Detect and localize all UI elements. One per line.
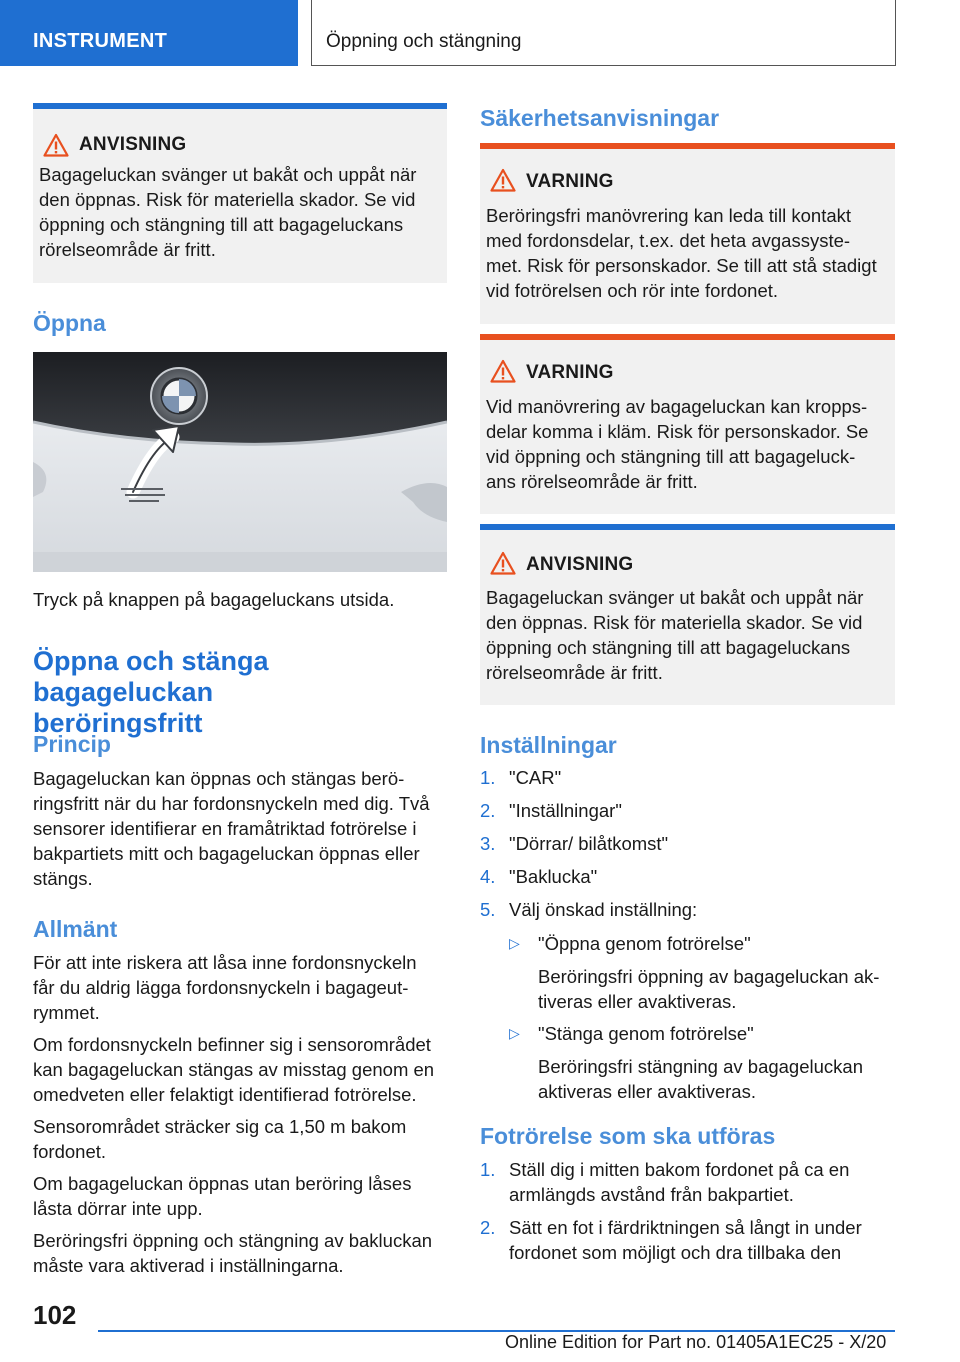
warning-box-2 xyxy=(480,334,895,514)
option-item xyxy=(509,931,895,1014)
warning-title: VARNING xyxy=(526,171,614,192)
text-line: stängs. xyxy=(33,868,93,889)
main-heading xyxy=(33,646,447,739)
notice-bar xyxy=(33,103,447,109)
option-desc: tiveras eller avaktiveras. xyxy=(538,991,737,1012)
text-line: Sensorområdet sträcker sig ca 1,50 m bakom xyxy=(33,1116,407,1137)
text-line: sensorer identifierar en framåtriktad fotrörelse i xyxy=(33,818,417,839)
list-item xyxy=(480,765,895,790)
step-text: Välj önskad inställning: xyxy=(509,899,698,920)
step-text: Sätt en fot i färdriktningen så långt in under xyxy=(509,1217,862,1238)
warning-line: Vid manövrering av bagageluckan kan kropps‐ xyxy=(486,396,868,417)
text-line: rymmet. xyxy=(33,1002,100,1023)
settings-heading: Inställningar xyxy=(480,732,617,758)
notice-line: den öppnas. Risk för materiella skador. Se vid xyxy=(39,189,416,210)
warning-title: VARNING xyxy=(526,362,614,383)
list-item xyxy=(480,831,895,856)
notice-line: öppning och stängning till att bagageluckans xyxy=(486,637,851,658)
text-line: För att inte riskera att låsa inne fordonsnyckeln xyxy=(33,952,417,973)
option-item xyxy=(509,1021,895,1104)
text-line: Bagageluckan kan öppnas och stängas berö‐ xyxy=(33,768,405,789)
step-number: 3. xyxy=(480,833,496,854)
warning-box-1 xyxy=(480,143,895,324)
general-text xyxy=(33,950,434,1278)
list-item xyxy=(480,798,895,823)
page-header xyxy=(0,0,960,66)
tailgate-button-photo xyxy=(33,352,447,572)
step-number: 1. xyxy=(480,1159,496,1180)
text-line: Beröringsfri öppning och stängning av bakluckan xyxy=(33,1230,433,1251)
text-line: låsta dörrar inte upp. xyxy=(33,1198,203,1219)
option-desc: Beröringsfri öppning av bagageluckan ak‐ xyxy=(538,966,880,987)
notice-line: rörelseområde är fritt. xyxy=(486,662,663,683)
main-heading-line: Öppna och stänga bagageluckan xyxy=(33,646,269,707)
warning-triangle-icon xyxy=(490,168,516,192)
warning-bar xyxy=(480,334,895,340)
step-text: "Baklucka" xyxy=(509,866,598,887)
text-line: omedveten eller felaktigt identifierad fotrörelse. xyxy=(33,1084,417,1105)
photo-caption: Tryck på knappen på bagageluckans utsida. xyxy=(33,589,395,610)
step-text: "CAR" xyxy=(509,767,562,788)
notice-title: ANVISNING xyxy=(79,134,187,155)
notice-box-right xyxy=(480,524,895,705)
principle-heading: Princip xyxy=(33,731,111,757)
text-line: måste vara aktiverad i inställningarna. xyxy=(33,1255,344,1276)
warning-line: vid öppning och stängning till att bagageluck‐ xyxy=(486,446,856,467)
notice-box-left xyxy=(33,103,447,283)
section-tab xyxy=(0,0,298,66)
option-label: "Stänga genom fotrörelse" xyxy=(538,1023,754,1044)
list-item xyxy=(480,1215,895,1265)
step-number: 1. xyxy=(480,767,496,788)
step-text: "Dörrar/ bilåtkomst" xyxy=(509,833,669,854)
warning-line: met. Risk för personskador. Se till att stå stadigt xyxy=(486,255,877,276)
notice-line: rörelseområde är fritt. xyxy=(39,239,216,260)
list-item xyxy=(480,897,895,1104)
warning-line: vid fotrörelsen och rör inte fordonet. xyxy=(486,280,779,301)
notice-line: Bagageluckan svänger ut bakåt och uppåt när xyxy=(39,164,417,185)
warning-line: med fordonsdelar, t.ex. det heta avgassyste‐ xyxy=(486,230,851,251)
step-number: 5. xyxy=(480,899,496,920)
section-title: INSTRUMENT xyxy=(33,30,168,52)
warning-line: ans rörelseområde är fritt. xyxy=(486,471,698,492)
warning-line: delar komma i kläm. Risk för personskador. Se xyxy=(486,421,869,442)
notice-line: Bagageluckan svänger ut bakåt och uppåt när xyxy=(486,587,864,608)
notice-body xyxy=(39,162,441,262)
warning-body xyxy=(486,203,889,303)
settings-steps xyxy=(480,765,895,1104)
option-desc: aktiveras eller avaktiveras. xyxy=(538,1081,756,1102)
general-heading: Allmänt xyxy=(33,916,118,942)
safety-heading: Säkerhetsanvisningar xyxy=(480,105,720,131)
text-line: kan bagageluckan stängas av misstag genom en xyxy=(33,1059,435,1080)
step-number: 4. xyxy=(480,866,496,887)
edition-text: Online Edition for Part no. 01405A1EC25 - X/20 xyxy=(505,1332,887,1352)
text-line: får du aldrig lägga fordonsnyckeln i bagageut‐ xyxy=(33,977,409,998)
page-number: 102 xyxy=(33,1300,77,1330)
step-text: "Inställningar" xyxy=(509,800,622,821)
step-text: Ställ dig i mitten bakom fordonet på ca en xyxy=(509,1159,850,1180)
notice-line: öppning och stängning till att bagageluckans xyxy=(39,214,404,235)
principle-text xyxy=(33,766,430,891)
list-item xyxy=(480,1157,895,1207)
notice-title: ANVISNING xyxy=(526,554,634,575)
warning-body xyxy=(486,394,889,494)
triangle-right-icon: ▷ xyxy=(509,1025,520,1041)
main-heading-line: beröringsfritt xyxy=(33,708,203,738)
step-number: 2. xyxy=(480,800,496,821)
step-text: armlängds avstånd från bakpartiet. xyxy=(509,1184,794,1205)
text-line: Om fordonsnyckeln befinner sig i sensorområdet xyxy=(33,1034,431,1055)
warning-triangle-icon xyxy=(490,551,516,575)
warning-bar xyxy=(480,143,895,149)
list-item xyxy=(480,864,895,889)
chapter-title: Öppning och stängning xyxy=(326,31,522,52)
foot-movement-heading: Fotrörelse som ska utföras xyxy=(480,1123,776,1149)
notice-bar xyxy=(480,524,895,530)
warning-triangle-icon xyxy=(490,359,516,383)
foot-steps xyxy=(480,1157,895,1265)
notice-body xyxy=(486,585,889,685)
text-line: fordonet. xyxy=(33,1141,107,1162)
open-heading: Öppna xyxy=(33,310,106,336)
text-line: bakpartiets mitt och bagageluckan öppnas eller xyxy=(33,843,420,864)
step-text: fordonet som möjligt och dra tillbaka den xyxy=(509,1242,842,1263)
warning-triangle-icon xyxy=(43,133,69,157)
warning-line: Beröringsfri manövrering kan leda till kontakt xyxy=(486,205,852,226)
step-number: 2. xyxy=(480,1217,496,1238)
chapter-box xyxy=(311,0,896,66)
option-desc: Beröringsfri stängning av bagageluckan xyxy=(538,1056,863,1077)
text-line: Om bagageluckan öppnas utan beröring låses xyxy=(33,1173,412,1194)
option-label: "Öppna genom fotrörelse" xyxy=(538,933,751,954)
text-line: ringsfritt när du har fordonsnyckeln med dig. Två xyxy=(33,793,430,814)
notice-line: den öppnas. Risk för materiella skador. Se vid xyxy=(486,612,863,633)
triangle-right-icon: ▷ xyxy=(509,935,520,951)
